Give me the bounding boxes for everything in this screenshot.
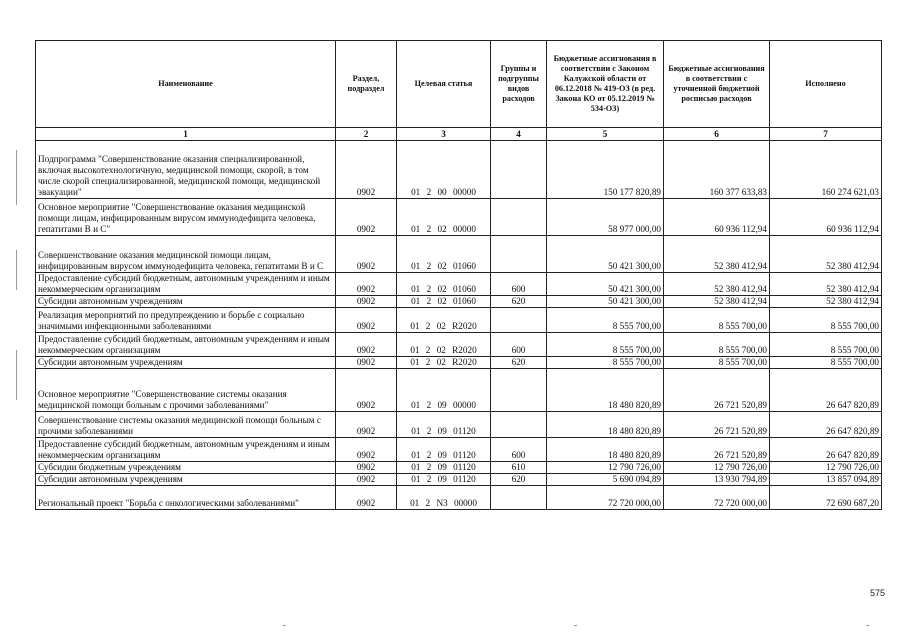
row-executed: 8 555 700,00 [770, 333, 882, 357]
column-number: 4 [491, 128, 547, 141]
row-law-assignment: 5 690 094,89 [547, 474, 664, 486]
table-row [36, 438, 882, 462]
header-group: Группы и подгруппы видов расходов [491, 41, 547, 128]
row-law-assignment: 50 421 300,00 [547, 236, 664, 273]
row-name: Подпрограмма "Совершенствование оказания специализированной, включая высокотехнологичную, медицинской помощи, скорой, в том числе скорой специализированной, медицинской помощи, медицинской эвакуации" [36, 141, 336, 199]
column-number: 6 [664, 128, 770, 141]
cut-mark [866, 625, 869, 626]
row-article: 01 2 02 R2020 [397, 308, 491, 333]
row-name: Предоставление субсидий бюджетным, автономным учреждениям и иным некоммерческим организациям [36, 333, 336, 357]
row-name: Субсидии автономным учреждениям [36, 296, 336, 308]
row-law-assignment: 8 555 700,00 [547, 308, 664, 333]
column-number-row [36, 128, 882, 141]
table-row [36, 308, 882, 333]
table-row [36, 474, 882, 486]
row-executed: 12 790 726,00 [770, 462, 882, 474]
binding-mark [16, 250, 17, 290]
row-refined-assignment: 12 790 726,00 [664, 462, 770, 474]
table-row [36, 412, 882, 438]
row-executed: 72 690 687,20 [770, 486, 882, 510]
budget-table [35, 40, 882, 510]
row-name: Основное мероприятие "Совершенствование оказания медицинской помощи лицам, инфицированным вирусом иммунодефицита человека, гепатитами В и С" [36, 199, 336, 236]
row-article: 01 2 09 01120 [397, 412, 491, 438]
table-row [36, 369, 882, 412]
table-row [36, 199, 882, 236]
header-executed: Исполнено [770, 41, 882, 128]
row-article: 01 2 02 R2020 [397, 333, 491, 357]
row-refined-assignment: 60 936 112,94 [664, 199, 770, 236]
table-row [36, 357, 882, 369]
row-group: 620 [491, 357, 547, 369]
row-article: 01 2 02 01060 [397, 296, 491, 308]
row-name: Субсидии бюджетным учреждениям [36, 462, 336, 474]
row-group [491, 141, 547, 199]
row-section: 0902 [336, 462, 397, 474]
row-section: 0902 [336, 357, 397, 369]
table-row [36, 486, 882, 510]
row-section: 0902 [336, 369, 397, 412]
row-name: Субсидии автономным учреждениям [36, 357, 336, 369]
row-group [491, 308, 547, 333]
header-section: Раздел, подраздел [336, 41, 397, 128]
row-article: 01 2 09 00000 [397, 369, 491, 412]
binding-mark [16, 350, 17, 400]
table-row [36, 273, 882, 296]
row-group: 600 [491, 273, 547, 296]
column-number: 3 [397, 128, 491, 141]
table-header-row [36, 41, 882, 128]
row-executed: 160 274 621,03 [770, 141, 882, 199]
row-name: Предоставление субсидий бюджетным, автономным учреждениям и иным некоммерческим организациям [36, 438, 336, 462]
row-article: 01 2 02 01060 [397, 236, 491, 273]
row-group: 620 [491, 474, 547, 486]
row-section: 0902 [336, 199, 397, 236]
header-refined-assignment: Бюджетные ассигнования в соответствии с уточненной бюджетной росписью расходов [664, 41, 770, 128]
row-executed: 26 647 820,89 [770, 412, 882, 438]
row-section: 0902 [336, 296, 397, 308]
row-refined-assignment: 26 721 520,89 [664, 412, 770, 438]
binding-mark [16, 150, 17, 205]
row-refined-assignment: 26 721 520,89 [664, 369, 770, 412]
row-executed: 60 936 112,94 [770, 199, 882, 236]
table-row [36, 462, 882, 474]
row-section: 0902 [336, 333, 397, 357]
row-section: 0902 [336, 438, 397, 462]
row-executed: 52 380 412,94 [770, 296, 882, 308]
table-row [36, 333, 882, 357]
row-refined-assignment: 8 555 700,00 [664, 308, 770, 333]
column-number: 7 [770, 128, 882, 141]
row-executed: 26 647 820,89 [770, 438, 882, 462]
row-section: 0902 [336, 141, 397, 199]
row-name: Основное мероприятие "Совершенствование системы оказания медицинской помощи больным с прочими заболеваниями" [36, 369, 336, 412]
column-number: 2 [336, 128, 397, 141]
header-name: Наименование [36, 41, 336, 128]
row-name: Предоставление субсидий бюджетным, автономным учреждениям и иным некоммерческим организациям [36, 273, 336, 296]
row-section: 0902 [336, 486, 397, 510]
header-article: Целевая статья [397, 41, 491, 128]
row-article: 01 2 02 R2020 [397, 357, 491, 369]
row-refined-assignment: 52 380 412,94 [664, 236, 770, 273]
row-executed: 52 380 412,94 [770, 236, 882, 273]
row-article: 01 2 09 01120 [397, 462, 491, 474]
row-group: 600 [491, 333, 547, 357]
row-law-assignment: 12 790 726,00 [547, 462, 664, 474]
row-law-assignment: 8 555 700,00 [547, 333, 664, 357]
row-law-assignment: 8 555 700,00 [547, 357, 664, 369]
row-group: 600 [491, 438, 547, 462]
row-group [491, 486, 547, 510]
row-section: 0902 [336, 236, 397, 273]
row-name: Региональный проект "Борьба с онкологическими заболеваниями" [36, 486, 336, 510]
row-refined-assignment: 72 720 000,00 [664, 486, 770, 510]
row-name: Совершенствование оказания медицинской помощи лицам, инфицированным вирусом иммунодефицита человека, гепатитами В и С [36, 236, 336, 273]
cut-mark [283, 625, 286, 626]
row-section: 0902 [336, 273, 397, 296]
row-refined-assignment: 52 380 412,94 [664, 296, 770, 308]
row-section: 0902 [336, 474, 397, 486]
row-group [491, 199, 547, 236]
table-row [36, 296, 882, 308]
row-group [491, 236, 547, 273]
row-law-assignment: 150 177 820,89 [547, 141, 664, 199]
table-row [36, 141, 882, 199]
row-executed: 26 647 820,89 [770, 369, 882, 412]
row-refined-assignment: 26 721 520,89 [664, 438, 770, 462]
row-executed: 13 857 094,89 [770, 474, 882, 486]
row-law-assignment: 58 977 000,00 [547, 199, 664, 236]
row-group [491, 412, 547, 438]
column-number: 1 [36, 128, 336, 141]
row-refined-assignment: 8 555 700,00 [664, 333, 770, 357]
cut-mark [574, 625, 577, 626]
row-law-assignment: 18 480 820,89 [547, 369, 664, 412]
row-refined-assignment: 13 930 794,89 [664, 474, 770, 486]
row-law-assignment: 72 720 000,00 [547, 486, 664, 510]
row-group: 610 [491, 462, 547, 474]
table-row [36, 236, 882, 273]
row-law-assignment: 50 421 300,00 [547, 273, 664, 296]
row-article: 01 2 N3 00000 [397, 486, 491, 510]
row-group: 620 [491, 296, 547, 308]
row-executed: 8 555 700,00 [770, 308, 882, 333]
row-article: 01 2 09 01120 [397, 438, 491, 462]
header-law-assignment: Бюджетные ассигнования в соответствии с Законом Калужской области от 06.12.2018 № 419-ОЗ (в ред. Закона КО от 05.12.2019 № 534-ОЗ) [547, 41, 664, 128]
row-article: 01 2 00 00000 [397, 141, 491, 199]
row-article: 01 2 09 01120 [397, 474, 491, 486]
row-refined-assignment: 52 380 412,94 [664, 273, 770, 296]
row-name: Субсидии автономным учреждениям [36, 474, 336, 486]
row-article: 01 2 02 01060 [397, 273, 491, 296]
row-group [491, 369, 547, 412]
row-refined-assignment: 8 555 700,00 [664, 357, 770, 369]
row-refined-assignment: 160 377 633,83 [664, 141, 770, 199]
row-law-assignment: 50 421 300,00 [547, 296, 664, 308]
row-law-assignment: 18 480 820,89 [547, 412, 664, 438]
row-section: 0902 [336, 412, 397, 438]
row-section: 0902 [336, 308, 397, 333]
row-article: 01 2 02 00000 [397, 199, 491, 236]
row-name: Совершенствование системы оказания медицинской помощи больным с прочими заболеваниями [36, 412, 336, 438]
column-number: 5 [547, 128, 664, 141]
row-law-assignment: 18 480 820,89 [547, 438, 664, 462]
row-name: Реализация мероприятий по предупреждению и борьбе с социально значимыми инфекционными заболеваниями [36, 308, 336, 333]
page-number: 575 [870, 588, 886, 598]
row-executed: 52 380 412,94 [770, 273, 882, 296]
row-executed: 8 555 700,00 [770, 357, 882, 369]
